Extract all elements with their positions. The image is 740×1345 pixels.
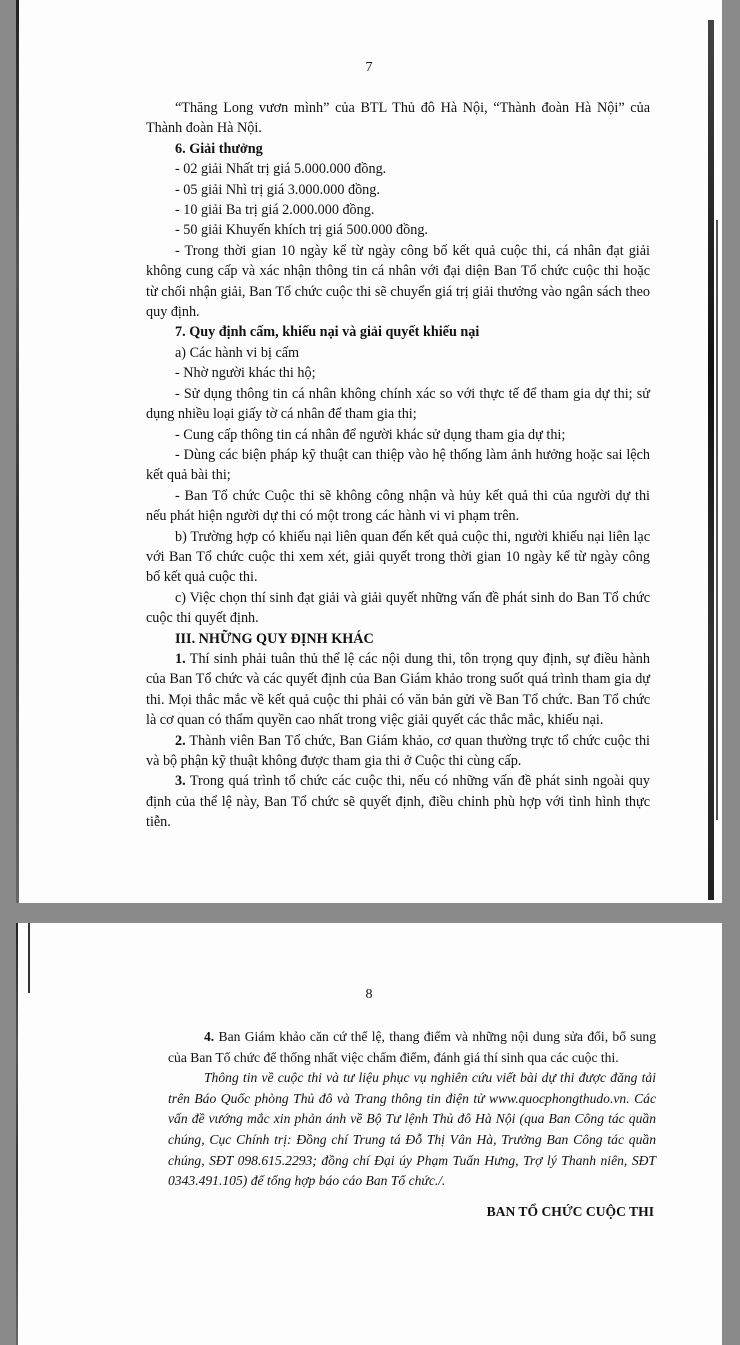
scan-edge-left (16, 0, 19, 903)
scan-edge-right-thin (716, 220, 718, 820)
prize-item: - 05 giải Nhì trị giá 3.000.000 đồng. (175, 181, 380, 198)
section-6-heading: 6. Giải thưởng (175, 140, 263, 157)
organizer-signature: BAN TỔ CHỨC CUỘC THI (486, 1203, 654, 1219)
rule-item: - Cung cấp thông tin cá nhân để người khác sử dụng tham gia dự thi; (175, 426, 566, 443)
other-rule-2 (146, 731, 650, 772)
rule-number: 3. (175, 773, 186, 790)
section-7-heading: 7. Quy định cấm, khiếu nại và giải quyết khiếu nại (175, 324, 480, 341)
prize-note: - Trong thời gian 10 ngày kể từ ngày công bố kết quả cuộc thi, cá nhân đạt giải không cung cấp và xác nhận thông tin cá nhân với đại diện Ban Tổ chức cuộc thi hoặc từ chối nhận giải, Ban Tổ chức cuộc thi sẽ chuyển giá trị giải thưởng vào ngân sách theo quy định. (146, 242, 650, 321)
rule-number: 1. (175, 650, 186, 667)
rule-item: - Dùng các biện pháp kỹ thuật can thiệp vào hệ thống làm ảnh hưởng hoặc sai lệch kết quả bài thi; (146, 446, 650, 484)
other-rule-3 (146, 771, 650, 832)
contact-info-paragraph: Thông tin về cuộc thi và tư liệu phục vụ nghiên cứu viết bài dự thi được đăng tải trên Báo Quốc phòng Thủ đô và Trang thông tin điện tử www.quocphongthudo.vn. Các vấn đề vướng mắc xin phản ánh về Bộ Tư lệnh Thủ đô Hà Nội (qua Ban Công tác quần chúng, Cục Chính trị: Đồng chí Trung tá Đỗ Thị Vân Hà, Trưởng Ban Công tác quần chúng, SĐT 098.615.2293; đồng chí Đại úy Phạm Tuấn Hưng, Trợ lý Thanh niên, SĐT 0343.491.105) để tổng hợp báo cáo Ban Tổ chức./. (168, 1070, 656, 1189)
rule-item: c) Việc chọn thí sinh đạt giải và giải quyết những vấn đề phát sinh do Ban Tổ chức cuộc thi quyết định. (146, 589, 650, 627)
rule-item: - Ban Tổ chức Cuộc thi sẽ không công nhận và hủy kết quả thi của người dự thi nếu phát hiện người dự thi có một trong các hành vi vi phạm trên. (146, 487, 650, 525)
page-8-content (168, 1027, 656, 1222)
other-rule-4 (168, 1027, 656, 1068)
rule-item: - Sử dụng thông tin cá nhân không chính xác so với thực tế để tham gia dự thi; sử dụng nhiều loại giấy tờ cá nhân để tham gia thi; (146, 385, 650, 423)
prize-item: - 02 giải Nhất trị giá 5.000.000 đồng. (175, 161, 387, 178)
prize-item: - 10 giải Ba trị giá 2.000.000 đồng. (175, 202, 375, 219)
other-rule-1 (146, 649, 650, 731)
page-number: 7 (365, 60, 373, 75)
document-page-8 (16, 923, 722, 1345)
rule-text: Ban Giám khảo căn cứ thể lệ, thang điểm và những nội dung sửa đổi, bổ sung của Ban Tổ chức để thống nhất việc chấm điểm, đánh giá thí sinh qua các cuộc thi. (168, 1029, 656, 1065)
rule-item: b) Trường hợp có khiếu nại liên quan đến kết quả cuộc thi, người khiếu nại liên lạc với Ban Tổ chức cuộc thi xem xét, giải quyết trong thời gian 10 ngày kể từ ngày công bố kết quả cuộc thi. (146, 528, 650, 586)
rule-text: Trong quá trình tổ chức các cuộc thi, nếu có những vấn đề phát sinh ngoài quy định của thể lệ này, Ban Tổ chức sẽ quyết định, điều chỉnh phù hợp với tình hình thực tiễn. (146, 773, 650, 831)
rule-item: a) Các hành vi bị cấm (175, 344, 300, 361)
intro-paragraph: “Thăng Long vươn mình” của BTL Thủ đô Hà Nội, “Thành đoàn Hà Nội” của Thành đoàn Hà Nội. (146, 100, 650, 137)
rule-number: 4. (204, 1029, 215, 1044)
scan-edge-right (708, 20, 714, 900)
rule-text: Thí sinh phải tuân thủ thể lệ các nội dung thi, tôn trọng quy định, sự điều hành của Ban Tổ chức và các quyết định của Ban Giám khảo trong suốt quá trình tham gia dự thi. Mọi thắc mắc về kết quả cuộc thi phải có văn bản gửi về Ban Tổ chức. Ban Tổ chức là cơ quan có thẩm quyền cao nhất trong việc giải quyết các thắc mắc, khiếu nại. (146, 650, 650, 729)
document-page-7 (16, 0, 722, 903)
page-number: 8 (365, 987, 373, 1002)
page-7-content (146, 98, 650, 833)
prize-item: - 50 giải Khuyến khích trị giá 500.000 đồng. (175, 222, 428, 239)
rule-item: - Nhờ người khác thi hộ; (175, 365, 316, 382)
rule-text: Thành viên Ban Tổ chức, Ban Giám khảo, cơ quan thường trực tổ chức cuộc thi và bộ phận kỹ thuật không được tham gia thi ở Cuộc thi cùng cấp. (146, 732, 650, 769)
rule-number: 2. (175, 732, 186, 749)
section-III-heading: III. NHỮNG QUY ĐỊNH KHÁC (175, 630, 374, 647)
scan-edge-left-inner (28, 923, 30, 993)
